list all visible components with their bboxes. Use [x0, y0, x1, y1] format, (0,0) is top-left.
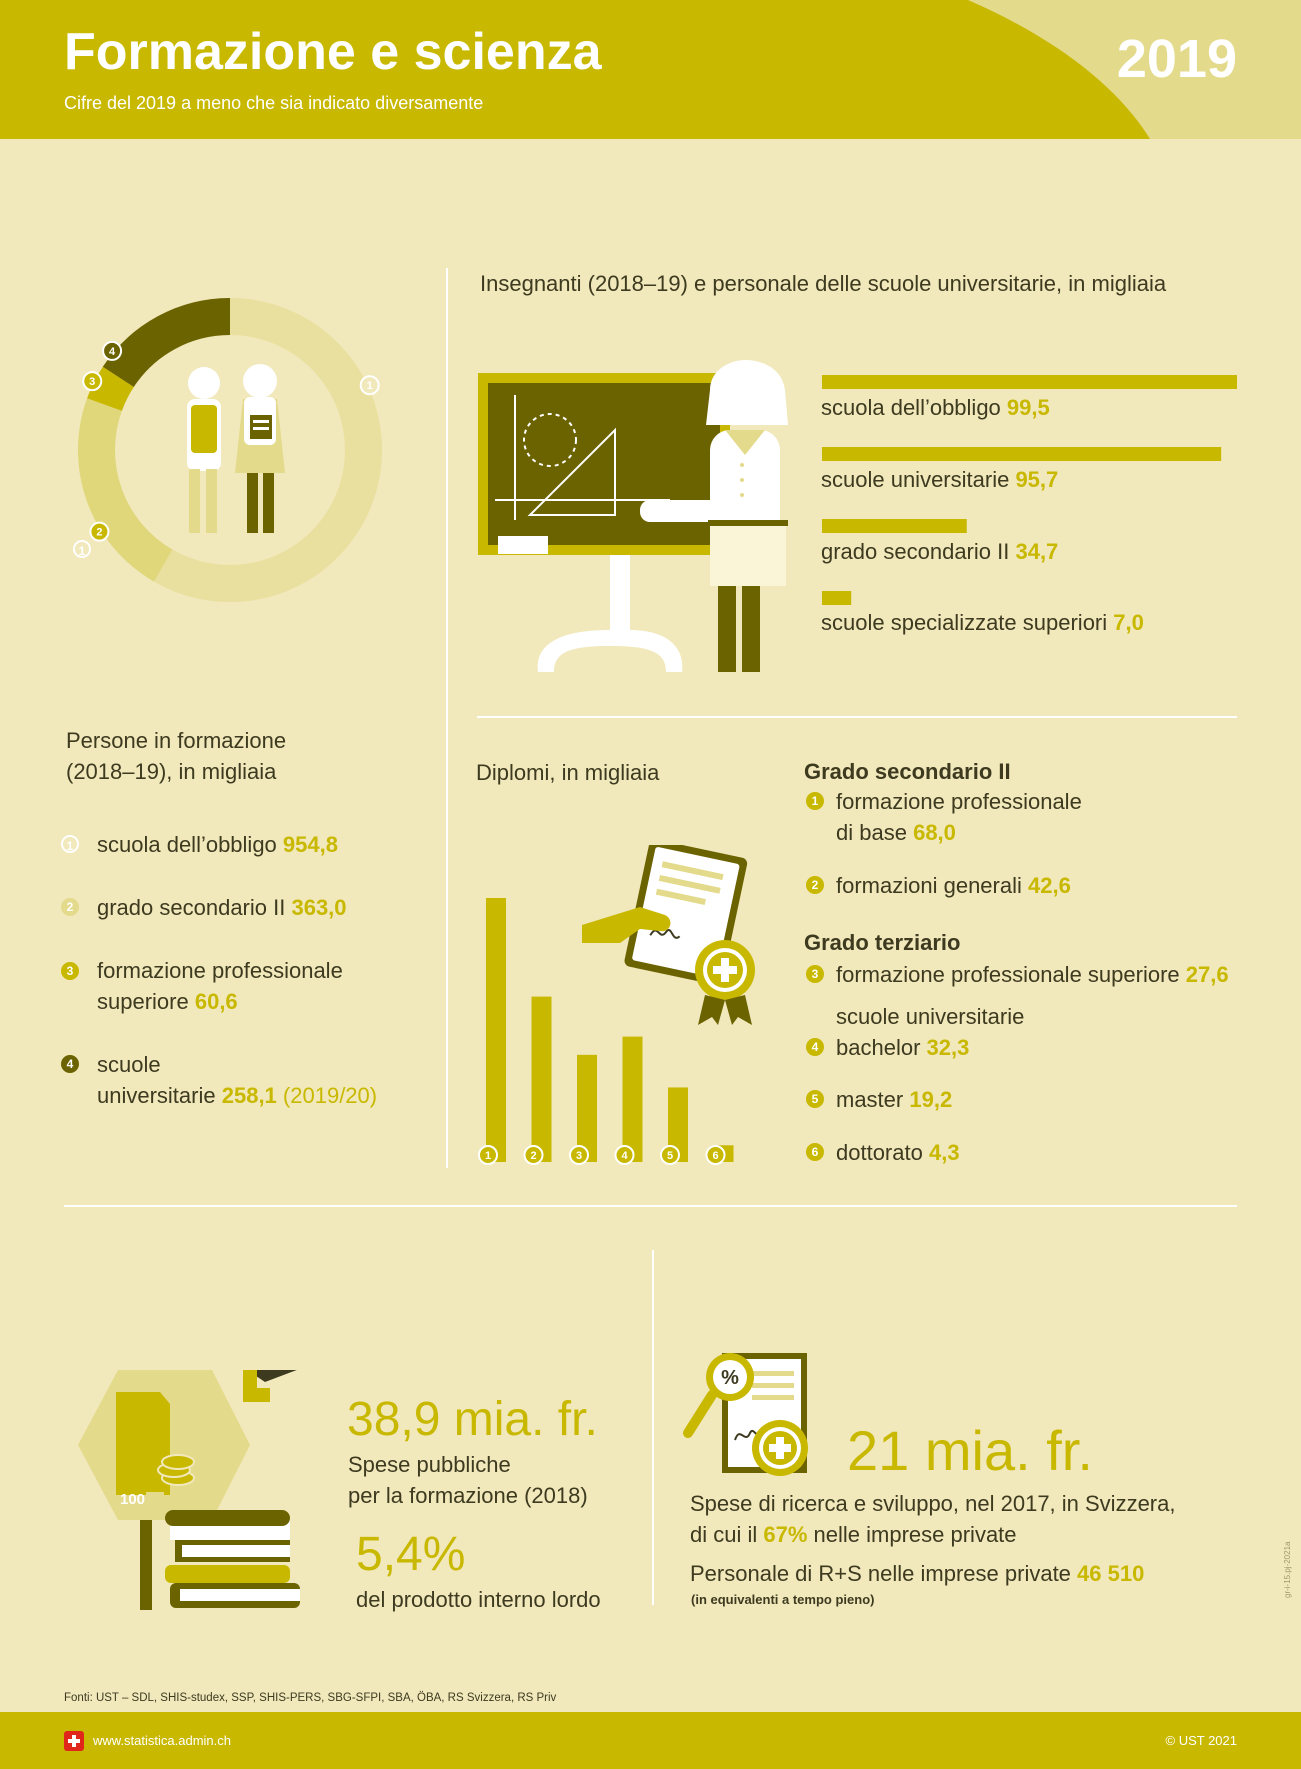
donut-marker-1: 1: [73, 540, 91, 558]
persons-title-line1: Persone in formazione: [66, 728, 287, 753]
spending-amount: 38,9 mia. fr.: [347, 1393, 598, 1446]
research-line2-pct: 67%: [763, 1522, 808, 1547]
teacher-item-1-label: scuola dell’obbligo: [821, 395, 1001, 420]
persons-item-2: [97, 892, 347, 923]
teachers-title: Insegnanti (2018–19) e personale delle scuole universitarie, in migliaia: [480, 271, 1167, 296]
persons-item-1: [97, 829, 338, 860]
diploma-num-5: 5: [806, 1090, 824, 1108]
research-line1: Spese di ricerca e sviluppo, nel 2017, in Svizzera,: [690, 1491, 1176, 1516]
side-code: gr-i-15.pj-2021a: [1283, 1541, 1292, 1598]
research-personnel-note: (in equivalenti a tempo pieno): [691, 1592, 875, 1607]
vertical-divider-bottom: [652, 1250, 654, 1605]
teacher-item-2: [821, 464, 1058, 495]
persons-item-4-value: 258,1: [221, 1083, 277, 1108]
diplomas-group-secondary: Grado secondario II: [804, 759, 1011, 784]
donut-marker-label-1: 1: [366, 380, 373, 393]
persons-item-1-value: 954,8: [282, 832, 338, 857]
teacher-item-4-label: scuole specializzate superiori: [821, 610, 1108, 635]
diploma-item-5: [836, 1084, 952, 1115]
diploma-item-3: [836, 959, 1229, 990]
vertical-divider: [446, 268, 448, 1168]
research-personnel: [690, 1558, 1144, 1589]
diploma-university-label: scuole universitarie: [836, 1004, 1025, 1029]
diploma-item-1-value: 68,0: [913, 820, 956, 845]
persons-item-4-line2: [97, 1080, 377, 1111]
persons-item-3-line1: formazione professionale: [97, 958, 343, 983]
teacher-item-2-value: 95,7: [1015, 467, 1059, 492]
teacher-bar-2: [822, 447, 1221, 461]
diploma-num-6: 6: [806, 1143, 824, 1161]
spending-line2: per la formazione (2018): [348, 1483, 588, 1508]
diploma-item-4-label: bachelor: [836, 1035, 921, 1060]
persons-item-4-line1: scuole: [97, 1052, 161, 1077]
footer-copyright: © UST 2021: [1165, 1733, 1237, 1748]
teacher-bar-1: [822, 375, 1237, 389]
diploma-item-5-value: 19,2: [909, 1087, 953, 1112]
diploma-bar-1: [486, 898, 506, 1162]
diploma-item-1-label2: di base: [836, 820, 907, 845]
diploma-item-6-label: dottorato: [836, 1140, 923, 1165]
diploma-num-3: 3: [806, 965, 824, 983]
diploma-bar-label-3: 3: [575, 1150, 583, 1162]
money-icon-text: 100: [120, 1491, 146, 1508]
research-line2-pre: di cui il: [690, 1522, 758, 1547]
teacher-item-1-value: 99,5: [1006, 395, 1050, 420]
teacher-item-4-value: 7,0: [1113, 610, 1144, 635]
teacher-item-4: [821, 607, 1144, 638]
diploma-item-4: [836, 1032, 969, 1063]
diploma-item-1-line1: formazione professionale: [836, 789, 1082, 814]
spending-pct: 5,4%: [356, 1528, 466, 1581]
diploma-bar-2: [532, 997, 552, 1162]
diploma-num-1: 1: [806, 792, 824, 810]
swiss-flag-icon: [64, 1731, 84, 1751]
diploma-item-1-line2: [836, 817, 956, 848]
svg-text:%: %: [721, 1367, 739, 1389]
diploma-bar-label-2: 2: [530, 1150, 537, 1162]
diploma-certificate-illustration: [580, 845, 780, 1025]
research-personnel-value: 46 510: [1077, 1561, 1145, 1586]
persons-num-3: 3: [61, 962, 79, 980]
teacher-item-1: [821, 392, 1050, 423]
diploma-item-2: [836, 870, 1071, 901]
diploma-item-2-value: 42,6: [1028, 873, 1071, 898]
donut-marker-label-3: 3: [89, 376, 96, 389]
diploma-bar-label-6: 6: [712, 1150, 719, 1162]
diploma-item-3-label: formazione professionale superiore: [836, 962, 1180, 987]
persons-title-line2: (2018–19), in migliaia: [66, 759, 277, 784]
diploma-item-3-value: 27,6: [1185, 962, 1229, 987]
teacher-board-illustration: [470, 350, 830, 680]
diploma-bar-4: [623, 1037, 643, 1162]
horizontal-divider-bottom: [64, 1205, 1237, 1207]
footer: [0, 1712, 1301, 1769]
header-year: 2019: [1116, 29, 1237, 89]
persons-num-4: 4: [61, 1055, 79, 1073]
research-line2: [690, 1519, 1017, 1550]
persons-item-2-label: grado secondario II: [97, 895, 286, 920]
page-title: Formazione e scienza: [64, 23, 602, 81]
donut-slices: [83, 317, 378, 584]
diploma-item-4-value: 32,3: [926, 1035, 970, 1060]
source-note: Fonti: UST – SDL, SHIS-studex, SSP, SHIS-PERS, SBG-SFPI, SBA, ÖBA, RS Svizzera, RS Priv: [64, 1692, 557, 1704]
research-line2-post: nelle imprese private: [813, 1522, 1017, 1547]
diploma-bar-label-1: 1: [484, 1150, 492, 1162]
persons-num-2: 2: [61, 898, 79, 916]
footer-website-link[interactable]: www.statistica.admin.ch: [93, 1733, 231, 1748]
teacher-item-3-label: grado secondario II: [821, 539, 1010, 564]
diplomas-title: Diplomi, in migliaia: [476, 760, 660, 785]
research-illustration: [680, 1345, 840, 1485]
teacher-item-3-value: 34,7: [1015, 539, 1059, 564]
persons-item-4-note: (2019/20): [282, 1083, 378, 1108]
donut-marker-label-2: 2: [96, 526, 103, 539]
spending-pct-label: del prodotto interno lordo: [356, 1587, 601, 1612]
diplomas-group-tertiary: Grado terziario: [804, 930, 961, 955]
diploma-bar-label-5: 5: [666, 1150, 674, 1162]
persons-item-2-value: 363,0: [291, 895, 347, 920]
header: [0, 0, 1301, 139]
persons-item-3-value: 60,6: [194, 989, 238, 1014]
spending-line1: Spese pubbliche: [348, 1452, 511, 1477]
diploma-num-2: 2: [806, 876, 824, 894]
page-subtitle: Cifre del 2019 a meno che sia indicato diversamente: [64, 93, 484, 113]
diploma-item-6-value: 4,3: [928, 1140, 960, 1165]
donut-slice-2: [96, 405, 163, 566]
students-illustration: [187, 364, 285, 533]
research-amount: 21 mia. fr.: [847, 1419, 1093, 1482]
education-spending-illustration: [70, 1370, 310, 1610]
diploma-item-2-label: formazioni generali: [836, 873, 1022, 898]
donut-marker-label-4: 4: [109, 345, 116, 358]
teacher-bar-3: [822, 519, 967, 533]
persons-item-3-label2: superiore: [97, 989, 189, 1014]
diploma-num-4: 4: [806, 1038, 824, 1056]
teacher-item-3: [821, 536, 1058, 567]
donut-slice-3: [104, 377, 118, 405]
persons-item-3-line2: [97, 986, 238, 1017]
research-personnel-label: Personale di R+S nelle imprese private: [690, 1561, 1071, 1586]
persons-donut-chart: [40, 265, 420, 645]
teacher-bar-4: [822, 591, 851, 605]
persons-item-4-label2: universitarie: [97, 1083, 216, 1108]
teacher-item-2-label: scuole universitarie: [821, 467, 1010, 492]
donut-slice-4: [118, 317, 230, 377]
diploma-item-5-label: master: [836, 1087, 904, 1112]
persons-num-1: 1: [61, 835, 79, 853]
horizontal-divider-right: [477, 716, 1237, 718]
persons-item-1-label: scuola dell’obbligo: [97, 832, 277, 857]
diploma-item-6: [836, 1137, 960, 1168]
diploma-bar-label-4: 4: [621, 1150, 628, 1162]
